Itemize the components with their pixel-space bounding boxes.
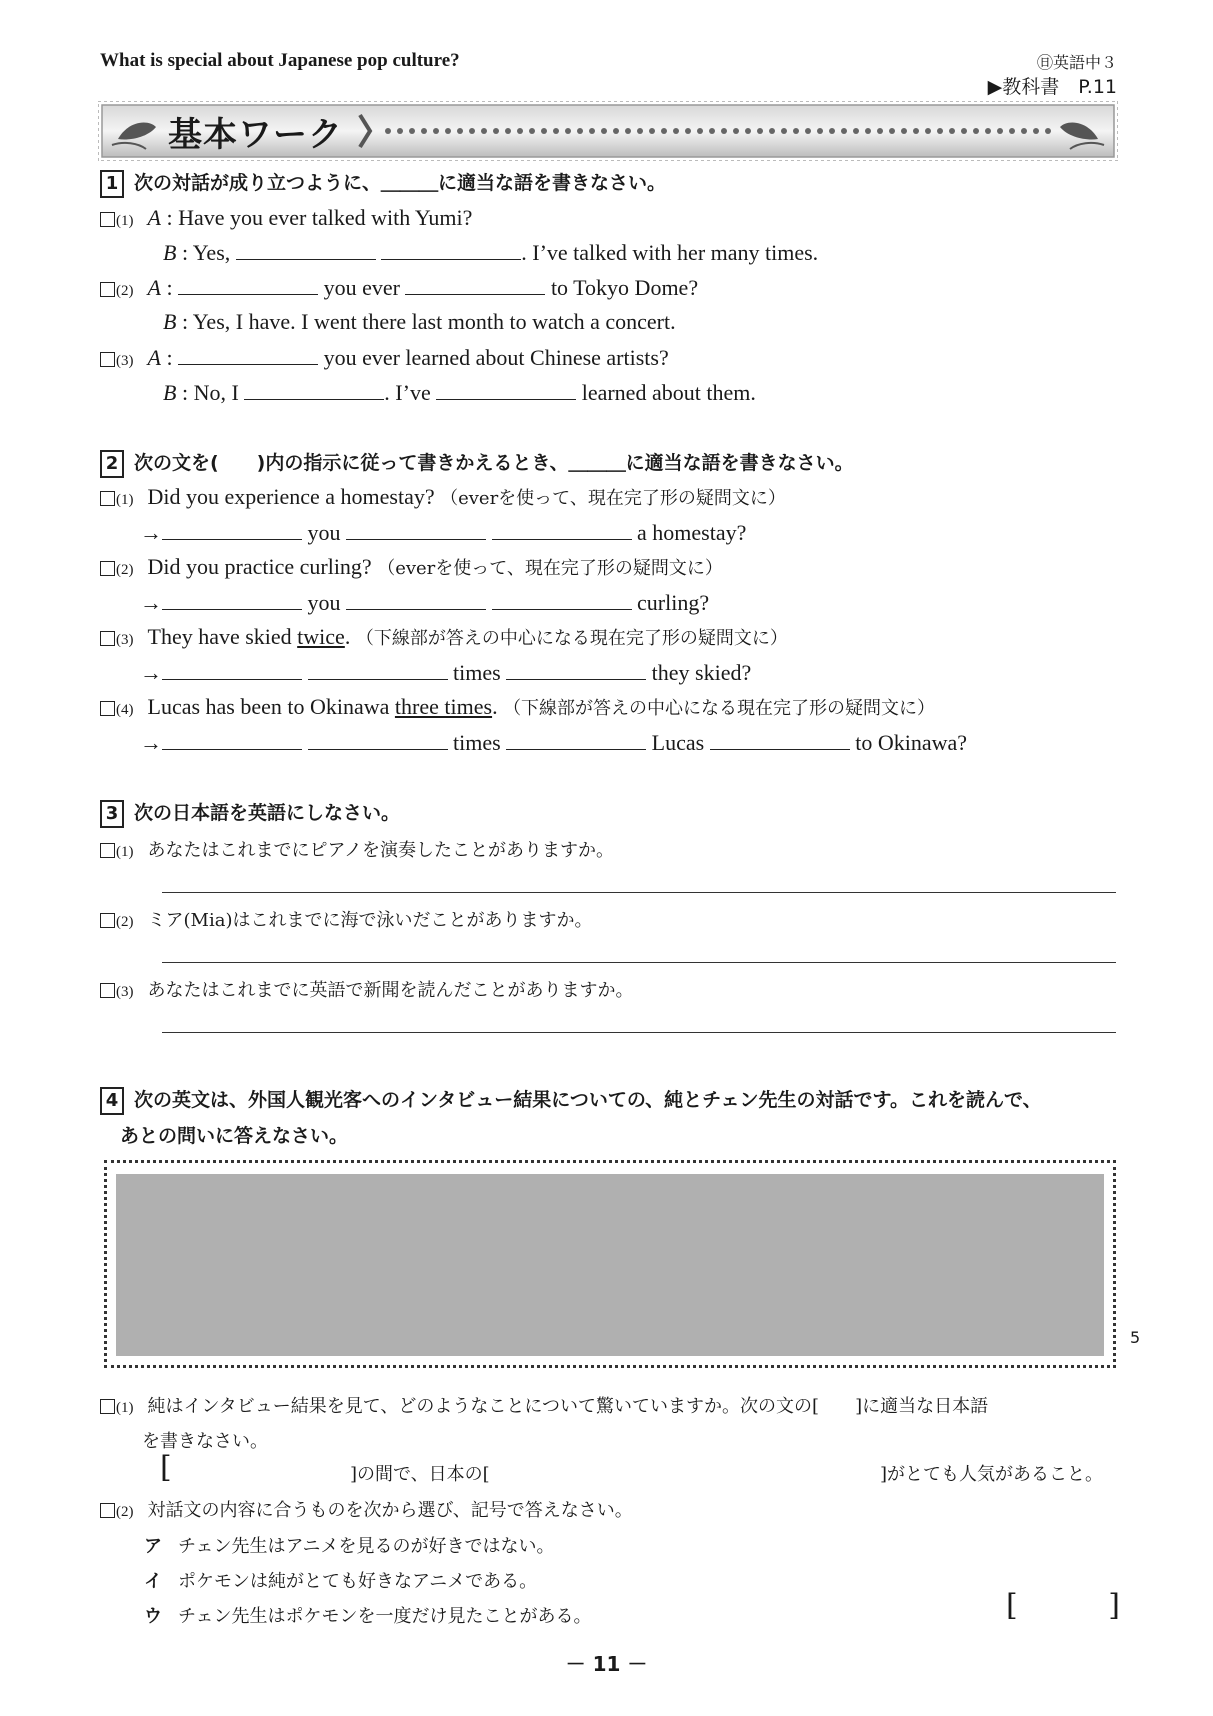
answer-line[interactable] xyxy=(162,1032,1116,1033)
passage-redacted-area xyxy=(116,1174,1104,1356)
section-2-instruction: 次の文を( )内の指示に従って書きかえるとき、＿＿＿に適当な語を書きなさい。 xyxy=(134,452,854,474)
section-3-instruction: 次の日本語を英語にしなさい。 xyxy=(134,802,401,824)
answer-line[interactable] xyxy=(162,962,1116,963)
answer-blank[interactable] xyxy=(492,589,632,610)
answer-blank[interactable] xyxy=(162,519,302,540)
banner-title: 基本ワーク xyxy=(168,115,343,155)
s1-q2-b: B : Yes, I have. I went there last month to watch a concert. xyxy=(163,309,676,334)
s2-q3: (3) They have skied twice. （下線部が答えの中心になる現在完了形の疑問文に） xyxy=(100,624,788,650)
s2-q1-answer: → you a homestay? xyxy=(140,520,747,545)
s1-q3-a: (3) A : you ever learned about Chinese artists? xyxy=(100,344,669,371)
section-3-number: 3 xyxy=(100,800,124,828)
s4-q1-answer-row: [ ]の間で、日本の[ ]がとても人気があること。 xyxy=(160,1454,1120,1490)
answer-blank[interactable] xyxy=(178,344,318,365)
answer-blank[interactable] xyxy=(162,729,302,750)
checkbox[interactable] xyxy=(100,631,115,646)
checkbox[interactable] xyxy=(100,282,115,297)
checkbox[interactable] xyxy=(100,212,115,227)
section-4-number: 4 xyxy=(100,1087,124,1115)
answer-line[interactable] xyxy=(162,892,1116,893)
section-1-number: 1 xyxy=(100,170,124,198)
page-number: － 11 － xyxy=(565,1652,648,1676)
s3-q3: (3) あなたはこれまでに英語で新聞を読んだことがありますか。 xyxy=(100,976,634,1002)
answer-blank[interactable] xyxy=(308,659,448,680)
answer-blank[interactable] xyxy=(162,659,302,680)
s2-q1: (1) Did you experience a homestay? （everを使って、現在完了形の疑問文に） xyxy=(100,484,786,510)
checkbox[interactable] xyxy=(100,1399,115,1414)
answer-blank[interactable] xyxy=(162,589,302,610)
option-a: ア チェン先生はアニメを見るのが好きではない。 xyxy=(144,1536,555,1557)
s1-q1-b: B : Yes, . I’ve talked with her many times. xyxy=(163,240,819,265)
section-1-instruction: 次の対話が成り立つように、＿＿＿に適当な語を書きなさい。 xyxy=(134,172,667,194)
s2-q2-answer: → you curling? xyxy=(140,590,710,615)
checkbox[interactable] xyxy=(100,1503,115,1518)
s1-q2-a: (2) A : you ever to Tokyo Dome? xyxy=(100,274,698,301)
s1-q3-b: B : No, I . I’ve learned about them. xyxy=(163,380,756,405)
section-4-instruction-line1: 次の英文は、外国人観光客へのインタビュー結果についての、純とチェン先生の対話です。これを読んで、 xyxy=(134,1089,1042,1111)
answer-blank[interactable] xyxy=(506,659,646,680)
s1-q1-a: (1) A : Have you ever talked with Yumi? xyxy=(100,205,472,231)
answer-blank[interactable] xyxy=(506,729,646,750)
option-b: イ ポケモンは純がとても好きなアニメである。 xyxy=(144,1571,538,1592)
s3-q2: (2) ミア(Mia)はこれまでに海で泳いだことがありますか。 xyxy=(100,906,592,932)
s4-q2: (2) 対話文の内容に合うものを次から選び、記号で答えなさい。 xyxy=(100,1496,633,1522)
answer-blank[interactable] xyxy=(308,729,448,750)
s4-q1-fragment2: ]がとても人気があること。 xyxy=(880,1464,1104,1485)
section-4-heading xyxy=(100,1082,1120,1154)
s4-q1-answer-blank-1[interactable] xyxy=(174,1454,344,1488)
textbook-page-ref: ▶教科書 P.11 xyxy=(987,76,1117,98)
option-c: ウ チェン先生はポケモンを一度だけ見たことがある。 xyxy=(144,1606,592,1627)
s2-q4-answer: → times Lucas to Okinawa? xyxy=(140,730,967,755)
book-label: ㊐英語中３ xyxy=(1036,53,1117,72)
s4-q1: (1) 純はインタビュー結果を見て、どのようなことについて驚いていますか。次の文の[ ]に適当な日本語 xyxy=(100,1392,988,1418)
section-2-heading xyxy=(100,448,854,478)
answer-blank[interactable] xyxy=(381,239,521,260)
section-3-heading xyxy=(100,798,400,828)
section-4-instruction-line2: あとの問いに答えなさい。 xyxy=(120,1125,349,1147)
checkbox[interactable] xyxy=(100,913,115,928)
section-1-heading xyxy=(100,168,666,198)
checkbox[interactable] xyxy=(100,843,115,858)
s2-q4: (4) Lucas has been to Okinawa three times. （下線部が答えの中心になる現在完了形の疑問文に） xyxy=(100,694,935,720)
answer-blank[interactable] xyxy=(436,379,576,400)
s2-q3-answer: → times they skied? xyxy=(140,660,752,685)
answer-blank[interactable] xyxy=(178,274,318,295)
checkbox[interactable] xyxy=(100,561,115,576)
s4-q1-answer-blank-2[interactable] xyxy=(530,1454,870,1488)
checkbox[interactable] xyxy=(100,491,115,506)
checkbox[interactable] xyxy=(100,352,115,367)
answer-blank[interactable] xyxy=(405,274,545,295)
s2-q2: (2) Did you practice curling? （everを使って、現在完了形の疑問文に） xyxy=(100,554,723,580)
answer-blank[interactable] xyxy=(346,519,486,540)
s4-q2-answer-box[interactable]: [ ] xyxy=(1006,1588,1120,1623)
answer-blank[interactable] xyxy=(236,239,376,260)
worksheet-topic: What is special about Japanese pop culture? xyxy=(100,50,460,71)
answer-blank[interactable] xyxy=(492,519,632,540)
checkbox[interactable] xyxy=(100,983,115,998)
answer-blank[interactable] xyxy=(244,379,384,400)
s4-q1-line2: を書きなさい。 xyxy=(142,1431,268,1452)
s3-q1: (1) あなたはこれまでにピアノを演奏したことがありますか。 xyxy=(100,836,614,862)
answer-blank[interactable] xyxy=(346,589,486,610)
checkbox[interactable] xyxy=(100,701,115,716)
section-2-number: 2 xyxy=(100,450,124,478)
s4-q1-fragment1: ]の間で、日本の[ xyxy=(350,1464,490,1485)
answer-blank[interactable] xyxy=(710,729,850,750)
line-number-marker: 5 xyxy=(1130,1328,1141,1347)
